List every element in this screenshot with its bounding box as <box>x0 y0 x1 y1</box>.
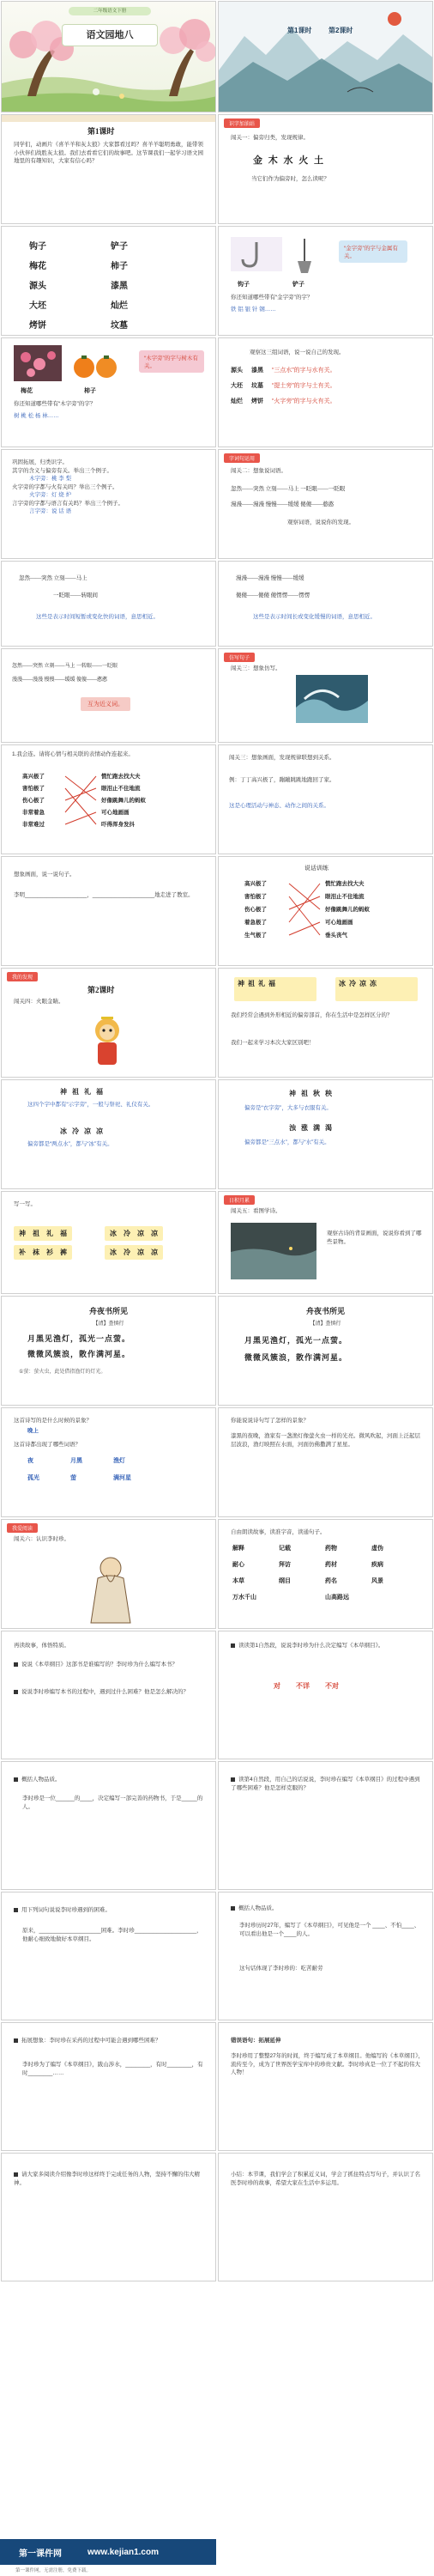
char: 神 <box>238 980 244 987</box>
footer <box>0 2539 434 2576</box>
bing-words: 冰 冷 凉 凉 <box>60 1127 105 1135</box>
char: 补 <box>19 1249 26 1256</box>
bullet-icon <box>14 1777 18 1782</box>
poem-note: ①萤：萤火虫，此处借指渔灯的灯光。 <box>19 1370 106 1375</box>
prompt-text: 观察词语，说说你的发现。 <box>287 519 354 526</box>
grade-label: 二年级语文下册 <box>69 7 151 15</box>
ink-landscape-illustration <box>219 2 433 112</box>
slide-metal-radical <box>218 226 433 336</box>
char: 凉 <box>359 980 366 987</box>
left-item[interactable]: 生气极了 <box>244 933 267 939</box>
bullet-item <box>14 1661 208 1669</box>
night-river-image <box>231 1223 316 1279</box>
pair-row-2: 漫漫——漫漫 慢慢——缓缓 傻傻——憨憨 <box>12 677 108 683</box>
slide-imagine <box>1 2022 216 2151</box>
summary-body: 本节课，我们学会了积累近义词，学会了抓住特点写句子，并认识了名医李时珍的故事，希望大家在生活中多运用。 <box>231 2172 420 2186</box>
slide-poem-annotated <box>1 1296 216 1406</box>
task-text: 自由朗读故事，读准字音，读通句子。 <box>231 1529 326 1535</box>
section-badge: 字词句运用 <box>224 453 260 463</box>
poem-word: 萤 <box>70 1474 76 1481</box>
synonym-label: 互为近义词。 <box>81 697 130 711</box>
vocab-word: 药材 <box>325 1561 337 1568</box>
char: 凉 <box>151 1249 158 1256</box>
answer-options <box>274 1681 339 1691</box>
slide-vocab <box>218 1519 433 1629</box>
matching-title: 1.我会连。请将心情与相关联的表情动作连起来。 <box>12 751 134 757</box>
slide-imagine-speak <box>1 856 216 966</box>
char: 冻 <box>370 980 377 987</box>
word: 梅花 <box>29 262 46 271</box>
fill-sentence: 李时珍为了编写《本草纲目》，跋山涉水，________，有时________，有时________…… <box>22 2062 203 2076</box>
plum-blossom-image <box>14 345 62 381</box>
poem-word: 满河星 <box>113 1474 131 1481</box>
pair-row-1: 漫漫——漫漫 慢慢——缓缓 <box>236 575 304 581</box>
section-badge: 日积月累 <box>224 1195 255 1205</box>
word: 柿子 <box>111 262 128 271</box>
char: 福 <box>268 980 275 987</box>
section-badge: 我爱阅读 <box>7 1523 38 1533</box>
section-badge: 仿写句子 <box>224 653 255 662</box>
slide-character-2 <box>218 1892 433 2020</box>
left-column <box>22 771 45 831</box>
poem-title: 舟夜书所见 <box>88 1307 128 1315</box>
bullet-text: 读第4自然段，用自己的话说说，李时珍在编写《本草纲目》的过程中遇到了哪些困难？他是怎样克服的？ <box>231 1777 420 1791</box>
slide-reread <box>1 1631 216 1759</box>
poem-line-2: 微微风簇浪，散作满河星。 <box>244 1353 348 1362</box>
bing-note: 偏旁都是“两点水”，都与“冰”有关。 <box>27 1141 113 1147</box>
slide-my-discovery <box>1 968 216 1078</box>
vocab-word: 山高路远 <box>325 1594 349 1601</box>
bullet-icon <box>14 1690 18 1694</box>
question-text: 你还知道哪些带有“木字旁”的字？ <box>14 401 96 407</box>
consolidation-list <box>12 459 208 516</box>
bullet-text: 读读第1自然段，说说李时珍为什么决定编写《本草纲目》。 <box>238 1643 384 1649</box>
task-text: 再读故事，体悟特质。 <box>14 1643 69 1649</box>
char: 福 <box>60 1230 67 1237</box>
pair-row-2: 一眨眼——转眼间 <box>53 592 98 598</box>
task-text: 闯关二：想象说词语。 <box>231 468 286 474</box>
right-item[interactable]: 可心地画画 <box>325 920 353 926</box>
vocab-word: 药物 <box>325 1545 337 1552</box>
write-box-right <box>105 1226 163 1241</box>
slide-reading <box>1 1519 216 1629</box>
bullet-item <box>231 1905 278 1913</box>
fill-sentence: 李时珍是一位______的____，决定编写一部完善的药物书，于是_____的人。 <box>22 1795 203 1810</box>
vocab-word: 风景 <box>371 1577 383 1584</box>
vocab-word: 纲目 <box>279 1577 291 1584</box>
line-e: 火字旁：灯 烧 炉 <box>29 492 72 498</box>
right-item[interactable]: 慌忙跑去找大夫 <box>325 881 365 887</box>
task-text: 闯关五：看图学诗。 <box>231 1208 281 1214</box>
radical-row <box>231 366 423 374</box>
poem-word-grid <box>27 1456 156 1482</box>
matching-lines <box>287 878 322 943</box>
char: 凉 <box>151 1230 158 1237</box>
char: 礼 <box>46 1230 53 1237</box>
slide-relation <box>218 744 433 854</box>
vocab-word: 疾病 <box>371 1561 383 1568</box>
poem-word: 月黑 <box>70 1457 82 1464</box>
intro-text: 同学们，动画片《喜羊羊和灰太狼》大家都看过吗？喜羊羊聪明勇敢，能带领小伙伴们战胜灰太狼。我们去看看它们的故事吧。这节课我们一起学习语文园地里的有趣知识，大家有信心吗？ <box>14 142 203 164</box>
write-row-1 <box>14 1226 163 1241</box>
bullet-item <box>14 1776 61 1784</box>
monkey-king-icon <box>87 1013 127 1070</box>
note-text: 这些是表示时间短暂或变化快的词语，意思相近。 <box>36 614 159 620</box>
section-badge: 识字加油站 <box>224 118 260 128</box>
bullet-icon <box>14 2172 18 2177</box>
answer-option[interactable]: 不对 <box>325 1682 339 1690</box>
slide-wood-radical <box>1 337 216 447</box>
vocab-word: 耐心 <box>232 1561 244 1568</box>
poem-line-1: 月黑见渔灯，孤光一点萤。 <box>244 1336 348 1345</box>
line-a: 巩固拓展，归类识字。 <box>12 459 68 465</box>
vocab-word: 本草 <box>232 1577 244 1584</box>
answer-option[interactable]: 不详 <box>296 1682 310 1690</box>
poem-title: 舟夜书所见 <box>305 1307 345 1315</box>
word: 漆黑 <box>251 367 263 374</box>
left-item[interactable]: 非常着急 <box>22 810 45 816</box>
write-box-left <box>14 1226 72 1241</box>
bullet-icon <box>231 1906 235 1911</box>
char: 冰 <box>110 1230 117 1237</box>
slide-imitate-sentence <box>218 648 433 743</box>
right-item[interactable]: 吓得浑身发抖 <box>101 822 135 828</box>
left-item[interactable]: 伤心极了 <box>244 907 267 913</box>
word: 铲子 <box>111 242 128 252</box>
line-f: 言字旁的字都与语言有关吗？举出三个例子。 <box>12 500 124 507</box>
char: 冰 <box>339 980 346 987</box>
bullet-icon <box>14 1908 18 1912</box>
answer-text: 铁 铝 银 针 钢…… <box>231 307 276 313</box>
bullet-icon <box>14 2038 18 2043</box>
pair-row-2: 漫漫——漫漫 慢慢——缓缓 傻傻——憨憨 <box>231 501 335 507</box>
poem-word: 孤光 <box>27 1474 39 1481</box>
word: 坟墓 <box>251 382 263 389</box>
vocab-word: 虚伪 <box>371 1545 383 1552</box>
fill-sentence: 原来，____________________困难。李时珍____________________，他耐心细致地做好本草纲目。 <box>22 1928 202 1942</box>
slide-synonym-short <box>1 561 216 647</box>
task-text: 闯关一：偏旁归类，发现规律。 <box>231 135 309 141</box>
word: 灿烂 <box>231 398 243 404</box>
radical-rows <box>231 366 423 405</box>
yi-note: 偏旁是“衣字旁”，大多与衣服有关。 <box>244 1105 332 1111</box>
note-text: 这是心理活动与神态、动作之间的关系。 <box>229 803 329 809</box>
section-badge: 我的发现 <box>7 972 38 981</box>
slide-difficulty <box>1 1892 216 2020</box>
slide-summary <box>218 2153 433 2281</box>
slide-extend <box>218 2022 433 2151</box>
line-d: 火字旁的字都与火有关吗？举出三个例子。 <box>12 483 118 490</box>
compare-text-2: 我们一起来学习本次大家区别吧！ <box>231 1040 315 1046</box>
word-shovel: 铲子 <box>292 281 304 288</box>
bullet-text: 用下列词句说说李时珍遇到的困难。 <box>21 1907 111 1913</box>
left-item[interactable]: 伤心极了 <box>22 798 45 804</box>
task-text: 写一写。 <box>14 1201 36 1207</box>
char: 袜 <box>33 1249 39 1256</box>
question-text: 你还知道哪些带有“金字旁”的字？ <box>231 295 313 301</box>
bullet-icon <box>231 1643 235 1648</box>
cover-title: 语文园地八 <box>62 24 158 46</box>
right-item[interactable]: 眼泪止不住地流 <box>325 894 365 900</box>
li-shizhen-portrait <box>81 1549 141 1625</box>
question-1: 这首诗写的是什么时候的景象？ <box>14 1418 92 1424</box>
extend-title: 错误语句：拓展延伸 <box>231 2038 281 2044</box>
slide-intro <box>1 114 216 224</box>
rule-text: “提土旁”的字与土有关。 <box>272 383 336 389</box>
intro-text: 观察这三组词语，说一说自己的发现。 <box>250 349 345 355</box>
bullet-item <box>14 1688 208 1697</box>
question-2: 这首诗都出现了哪些词语？ <box>14 1442 81 1448</box>
char: 凉 <box>137 1249 144 1256</box>
right-item[interactable]: 眼泪止不住地流 <box>101 786 141 792</box>
task-text: 想象画面，说一说句子。 <box>14 872 75 878</box>
slide-radical-compare <box>218 968 433 1078</box>
radical-badge: “金字旁”的字与金属有关。 <box>339 240 407 263</box>
shi-note: 这四个字中都有“示字旁”，一般与祭祀、礼仪有关。 <box>27 1102 154 1108</box>
peach-tree-illustration <box>2 2 216 112</box>
summary-text: 小结：本节课，我们学会了积累近义词，学会了抓住特点写句子，并认识了名医李时珍的故事，希望大家在生活中多运用。 <box>231 2172 420 2186</box>
slide-poem <box>218 1296 433 1406</box>
slide-para-1 <box>218 1631 433 1759</box>
line-b: 其字的含义与偏旁有关。举出三个例子。 <box>12 467 112 474</box>
persimmon-image <box>70 352 122 381</box>
word: 源头 <box>29 282 46 291</box>
word-plum: 梅花 <box>21 387 33 394</box>
compare-text-1: 我们经常会遇到外形相近的偏旁部首，你在生活中是怎样区分的？ <box>231 1012 393 1018</box>
answer-option[interactable]: 对 <box>274 1682 280 1690</box>
bullet-item <box>231 1642 425 1650</box>
wave-painting-image <box>296 675 368 723</box>
word: 漆黑 <box>111 282 128 291</box>
slide-synonym-summary <box>1 648 216 743</box>
word: 大坯 <box>29 301 46 311</box>
right-item[interactable]: 慌忙跑去找大夫 <box>101 774 141 780</box>
char: 冰 <box>110 1249 117 1256</box>
left-item[interactable]: 害怕极了 <box>22 786 45 792</box>
vocab-word <box>279 1593 325 1601</box>
char: 祖 <box>248 980 255 987</box>
rule-text: “火字旁”的字与火有关。 <box>272 398 336 404</box>
footer-bar <box>0 2539 216 2565</box>
char: 祖 <box>33 1230 39 1237</box>
radical-row <box>231 381 423 390</box>
bullet-item <box>14 2037 208 2045</box>
task-text: 闯关四：火眼金睛。 <box>14 999 64 1005</box>
right-item[interactable]: 好像跳舞儿的蚂蚁 <box>325 907 370 913</box>
slide-poem-questions <box>1 1407 216 1517</box>
char: 凉 <box>137 1230 144 1237</box>
slide-recommend <box>1 2153 216 2281</box>
shovel-icon <box>287 235 322 275</box>
relation-title: 闯关三：想象画面，发现规律联想到关系。 <box>229 755 335 761</box>
footer-brand[interactable]: 第一课件网 <box>19 2549 62 2559</box>
word-persimmon: 柿子 <box>84 387 96 394</box>
note-text: 这些是表示时间长或变化缓慢的词语，意思相近。 <box>253 614 376 620</box>
quality-text: 这句话体现了李时珍的：吃苦耐劳 <box>239 1965 323 1971</box>
footer-subtext: 第一课件网，无需注册，免费下载。 <box>15 2568 92 2573</box>
left-column <box>244 878 267 942</box>
shui-words: 浊 涨 满 渴 <box>289 1124 334 1132</box>
pair-row-1: 忽然——突然 立刻——马上 一眨眼——一眨眼 <box>231 486 346 492</box>
training-title: 说话训练 <box>304 866 329 872</box>
write-box-left <box>14 1245 72 1260</box>
line-c: 木字旁：桃 李 梨 <box>29 476 72 482</box>
yi-words: 神 祖 秋 秧 <box>289 1090 334 1097</box>
vocab-word: 药名 <box>325 1577 337 1584</box>
char: 冷 <box>124 1249 130 1256</box>
slide-literacy-station <box>218 114 433 224</box>
observe-text: 观察古诗的背景画面，说说你看到了哪些景物。 <box>327 1230 422 1245</box>
char: 衫 <box>46 1249 53 1256</box>
slide-radical-discovery <box>218 337 433 447</box>
char: 神 <box>19 1230 26 1237</box>
poem-line-1: 月黑见渔灯，孤光一点萤。 <box>27 1334 131 1343</box>
bullet-text: 说说李时珍编写本书的过程中，遇到过什么困难？他是怎么解决的？ <box>21 1689 189 1695</box>
slide-yi-shui <box>218 1079 433 1189</box>
word: 大坯 <box>231 382 243 389</box>
poem-line-2: 微微风簇浪，散作满河星。 <box>27 1350 131 1358</box>
write-box-right <box>105 1245 163 1260</box>
poem-word: 渔灯 <box>113 1457 125 1464</box>
bullet-text: 拓展想象：李时珍在采药的过程中可能会遇到哪些困难？ <box>21 2038 161 2044</box>
slide-lesson-tabs <box>218 1 433 112</box>
pair-row-2: 傻傻——傻傻 傻愣愣——愣愣 <box>236 592 310 598</box>
vocab-word: 记载 <box>279 1545 291 1552</box>
slide-matching <box>1 744 216 854</box>
slide-character-1 <box>1 1761 216 1890</box>
word: 钩子 <box>29 242 46 252</box>
word: 烤饼 <box>29 321 46 331</box>
bullet-item <box>14 1906 208 1915</box>
radical-row <box>231 397 423 405</box>
bing-radical-box <box>335 977 418 1001</box>
example-text: 例：丁丁高兴极了，蹦蹦跳跳地跑回了家。 <box>229 777 335 783</box>
char: 冷 <box>124 1230 130 1237</box>
tab-lesson-1[interactable]: 第1课时 <box>287 27 312 34</box>
slide-shi-bing <box>1 1079 216 1189</box>
bullet-text: 请大家多阅读介绍像李时珍这样终于完成任务的人物，坚持不懈的伟大精神。 <box>14 2172 200 2186</box>
left-item[interactable]: 高兴极了 <box>244 881 267 887</box>
char: 冷 <box>349 980 356 987</box>
vocab-word: 万水千山 <box>232 1594 256 1601</box>
element-chars: 金 木 水 火 土 <box>253 155 325 166</box>
word-grid <box>29 239 192 331</box>
slide-write <box>1 1191 216 1294</box>
matching-lines <box>63 771 98 833</box>
shui-note: 偏旁都是“三点水”，都与“水”有关。 <box>244 1139 330 1145</box>
slide-speaking-training <box>218 856 433 966</box>
fill-sentence: 李时珍历时27年，编写了《本草纲目》，可见他是一个 ____、不怕____、可以看出他是一个____的人。 <box>239 1923 420 1937</box>
char: 礼 <box>258 980 265 987</box>
vocab-grid <box>232 1544 418 1601</box>
lesson-title: 第2课时 <box>87 986 115 994</box>
word: 烤饼 <box>251 398 263 404</box>
right-item[interactable]: 可心地画画 <box>101 810 130 816</box>
shi-words: 神 祖 礼 福 <box>60 1088 105 1096</box>
task-text: 闯关三：想象仿写。 <box>231 665 281 671</box>
poem-author: 【清】查慎行 <box>93 1321 124 1327</box>
word: 灿烂 <box>111 301 128 311</box>
bullet-item <box>14 2171 208 2187</box>
bullet-icon <box>231 1777 235 1782</box>
vocab-word <box>371 1593 418 1601</box>
slide-cover <box>1 1 216 112</box>
bullet-text: 概括人物品质。 <box>238 1905 278 1911</box>
bullet-text: 说说《本草纲目》这部书是谁编写的？李时珍为什么编写本书？ <box>21 1662 178 1668</box>
left-item[interactable]: 着急极了 <box>244 920 267 926</box>
tab-lesson-2[interactable]: 第2课时 <box>329 27 353 34</box>
word: 坟墓 <box>111 321 128 331</box>
answer-text: 树 桃 松 杨 林…… <box>14 413 59 419</box>
top-stripe <box>2 115 216 122</box>
bullet-item <box>231 1776 425 1792</box>
question-text: 当它们作为偏旁时，怎么读呢？ <box>251 176 329 182</box>
right-column <box>325 878 370 942</box>
poem-word: 夜 <box>27 1457 33 1464</box>
slide-word-list <box>1 226 216 336</box>
fill-sentence: 李明____________________，____________________地走进了教室。 <box>14 892 194 898</box>
slide-poem-scene <box>218 1407 433 1517</box>
answer-1: 晚上 <box>27 1428 39 1434</box>
word: 源头 <box>231 367 243 374</box>
slide-para-4 <box>218 1761 433 1890</box>
right-item[interactable]: 垂头丧气 <box>325 933 347 939</box>
left-item[interactable]: 高兴极了 <box>22 774 45 780</box>
answer-text: 漆黑的夜晚，渔家有一盏渔灯像萤火虫一样的光亮。微风吹起，河面上泛起层层波浪，渔灯映照在水面，河面仿佛撒满了星星。 <box>231 1433 420 1448</box>
pair-row-1: 忽然——突然 立刻——马上 <box>19 575 87 581</box>
radical-badge: “木字旁”的字与树木有关。 <box>139 350 204 373</box>
slide-consolidation <box>1 449 216 559</box>
line-g: 言字旁：说 话 语 <box>29 508 72 514</box>
char: 裤 <box>60 1249 67 1256</box>
rule-text: “三点水”的字与水有关。 <box>272 368 336 374</box>
shi-radical-box <box>234 977 316 1001</box>
bullet-text: 概括人物品质。 <box>21 1777 61 1783</box>
summary-title: 小结 <box>231 2172 242 2178</box>
slide-accumulate <box>218 1191 433 1294</box>
right-item[interactable]: 好像跳舞儿的蚂蚁 <box>101 798 146 804</box>
pair-row-1: 忽然——突然 立刻——马上 一转眼——一眨眼 <box>12 664 118 669</box>
poem-author: 【清】查慎行 <box>310 1321 341 1327</box>
vocab-word: 解释 <box>232 1545 244 1552</box>
hook-icon <box>231 237 282 271</box>
slide-synonym-long <box>218 561 433 647</box>
slide-word-usage <box>218 449 433 559</box>
write-row-2 <box>14 1245 163 1260</box>
word-hook: 钩子 <box>238 281 250 288</box>
question-text: 你能说说诗句写了怎样的景象？ <box>231 1418 309 1424</box>
left-item[interactable]: 害怕极了 <box>244 894 267 900</box>
right-column <box>101 771 146 831</box>
lesson-title: 第1课时 <box>87 127 115 136</box>
bullet-icon <box>14 1662 18 1667</box>
footer-url[interactable]: www.kejian1.com <box>87 2547 159 2557</box>
left-item[interactable]: 非常难过 <box>22 822 45 828</box>
vocab-word: 拜访 <box>279 1561 291 1568</box>
task-text: 闯关六：认识李时珍。 <box>14 1536 69 1542</box>
extend-body: 李时珍用了整整27年的时间，终于编写成了本草纲目。他编写的《本草纲目》，流传至今，成为了世界医学宝库中的珍贵文献。李时珍真是一位了不起的伟大人物！ <box>231 2053 424 2075</box>
